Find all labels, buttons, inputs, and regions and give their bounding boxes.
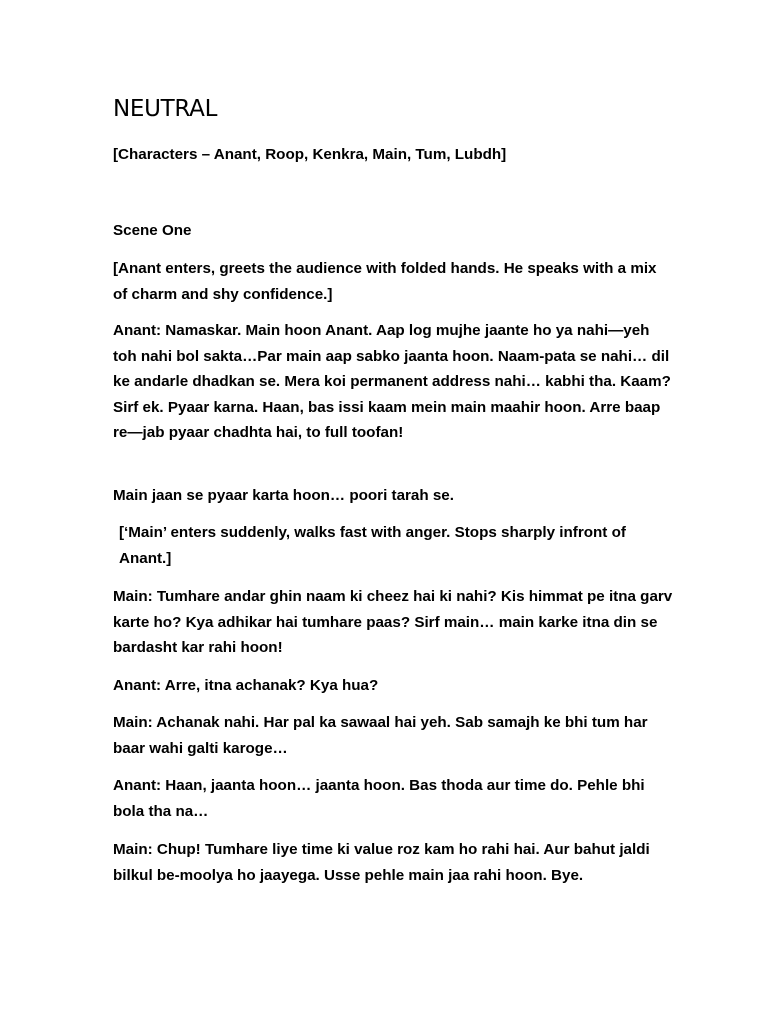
stage-direction: [‘Main’ enters suddenly, walks fast with anger. Stops sharply infront of Anant.] — [119, 524, 626, 567]
dialogue-paragraph: Anant: Arre, itna achanak? Kya hua? — [113, 677, 379, 694]
dialogue-paragraph: Main: Tumhare andar ghin naam ki cheez hai ki nahi? Kis himmat pe itna garv karte ho? Kya adhikar hai tumhare paas? Sirf main… main karke itna din se bardasht kar rahi hoon! — [113, 588, 673, 656]
characters-line: [Characters – Anant, Roop, Kenkra, Main, Tum, Lubdh] — [113, 146, 507, 163]
dialogue-paragraph: Main: Achanak nahi. Har pal ka sawaal hai yeh. Sab samajh ke bhi tum har baar wahi galti karoge… — [113, 714, 648, 757]
document-title: NEUTRAL — [113, 96, 218, 122]
scene-heading: Scene One — [113, 222, 192, 239]
dialogue-paragraph: Anant: Namaskar. Main hoon Anant. Aap log mujhe jaante ho ya nahi—yeh toh nahi bol sakta…Par main aap sabko jaanta hoon. Naam-pata se nahi… dil ke andarle dhadkan se. Mera koi permanent address nahi… kabhi tha. Kaam? Sirf ek. Pyaar karna. Haan, bas issi kaam mein main maahir hoon. Arre baap re—jab pyaar chadhta hai, to full toofan! — [113, 322, 671, 441]
dialogue-paragraph: Anant: Haan, jaanta hoon… jaanta hoon. Bas thoda aur time do. Pehle bhi bola tha na… — [113, 777, 645, 820]
dialogue-paragraph: Main jaan se pyaar karta hoon… poori tarah se. — [113, 487, 454, 504]
dialogue-paragraph: Main: Chup! Tumhare liye time ki value roz kam ho rahi hai. Aur bahut jaldi bilkul be-moolya ho jaayega. Usse pehle main jaa rahi hoon. Bye. — [113, 841, 650, 884]
stage-direction: [Anant enters, greets the audience with folded hands. He speaks with a mix of charm and shy confidence.] — [113, 260, 657, 303]
